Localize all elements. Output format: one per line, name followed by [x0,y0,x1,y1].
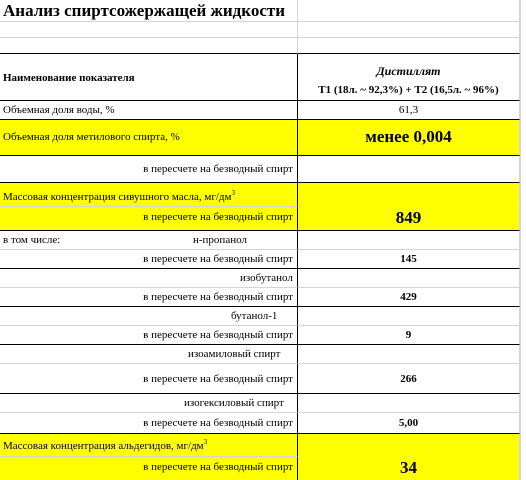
header-param-cell[interactable] [0,54,298,101]
aldehyde-unit-sup: 3 [203,438,208,446]
isoamyl-anhydrous-label: в пересчете на безводный спирт [143,373,293,385]
param-cell[interactable] [0,364,298,394]
including-label: в том числе: [3,234,61,246]
table-row [0,120,526,156]
param-cell[interactable] [0,231,298,250]
value-cell[interactable] [298,434,520,457]
param-cell[interactable] [0,101,298,120]
table-row [0,183,526,207]
isoamyl-value: 266 [400,373,417,385]
param-cell[interactable] [0,183,298,207]
param-cell[interactable] [0,120,298,156]
water-value: 61,3 [398,104,419,116]
table-row [0,269,526,288]
aldehyde-anhydrous-label: в пересчете на безводный спирт [143,461,293,473]
sheet-title: Анализ спиртсожержащей жидкости [3,1,286,20]
empty-cell[interactable] [0,22,298,38]
param-cell[interactable] [0,345,298,364]
isoamyl-label: изоамиловый спирт [188,348,281,360]
empty-row [0,38,526,54]
param-cell[interactable] [0,207,298,231]
param-cell[interactable] [0,288,298,307]
water-label: Объемная доля воды, % [3,104,115,116]
column-subtitle: Т1 (18л. ~ 92,3%) + Т2 (16,5л. ~ 96%) [318,84,499,96]
table-row [0,457,526,480]
value-cell[interactable] [298,326,520,345]
param-cell[interactable] [0,326,298,345]
empty-cell[interactable] [298,38,520,54]
fusel-label-text: Массовая концентрация сивушного масла, мг/дм [3,191,232,203]
isobutanol-value: 429 [400,291,417,303]
propanol-anhydrous-label: в пересчете на безводный спирт [143,253,293,265]
empty-cell[interactable] [0,38,298,54]
value-cell[interactable] [298,364,520,394]
table-row [0,413,526,434]
header-column-cell[interactable] [298,54,520,101]
param-cell[interactable] [0,413,298,434]
butanol-anhydrous-label: в пересчете на безводный спирт [143,329,293,341]
table-row [0,364,526,394]
aldehyde-label [3,440,207,452]
value-cell[interactable] [298,207,520,231]
title-row [0,0,526,22]
value-cell[interactable] [298,250,520,269]
value-cell[interactable] [298,156,520,183]
fusel-anhydrous-label: в пересчете на безводный спирт [143,211,293,223]
fusel-value: 849 [395,208,422,227]
table-row [0,101,526,120]
value-cell[interactable] [298,101,520,120]
table-row [0,207,526,231]
value-cell[interactable] [298,288,520,307]
param-cell[interactable] [0,250,298,269]
table-row [0,156,526,183]
header-row [0,54,526,101]
empty-row [0,22,526,38]
column-title: Дистиллят [376,64,441,78]
param-header-label: Наименование показателя [3,72,135,84]
param-cell[interactable] [0,394,298,413]
table-row [0,345,526,364]
column-divider [520,0,521,480]
table-row [0,307,526,326]
param-cell[interactable] [0,156,298,183]
value-cell[interactable] [298,307,520,326]
value-cell[interactable] [298,394,520,413]
param-cell[interactable] [0,457,298,480]
param-cell[interactable] [0,269,298,288]
empty-cell[interactable] [298,22,520,38]
methyl-anhydrous-label: в пересчете на безводный спирт [143,163,293,175]
value-cell[interactable] [298,457,520,480]
fusel-label [3,191,235,203]
value-cell[interactable] [298,269,520,288]
isobutanol-anhydrous-label: в пересчете на безводный спирт [143,291,293,303]
value-cell[interactable] [298,231,520,250]
methyl-value: менее 0,004 [365,127,452,146]
table-row [0,394,526,413]
methyl-label: Объемная доля метилового спирта, % [3,131,180,143]
propanol-value: 145 [400,253,417,265]
empty-cell[interactable] [298,0,520,22]
butanol-label: бутанол-1 [231,310,278,322]
table-row [0,231,526,250]
table-row [0,434,526,457]
fusel-unit-sup: 3 [231,189,235,197]
aldehyde-label-text: Массовая концентрация альдегидов, мг/дм [3,440,204,452]
value-cell[interactable] [298,413,520,434]
isobutanol-label: изобутанол [240,272,293,284]
table-row [0,250,526,269]
isohexyl-anhydrous-label: в пересчете на безводный спирт [143,417,293,429]
isohexyl-value: 5,00 [398,417,419,429]
param-cell[interactable] [0,434,298,457]
isohexyl-label: изогексиловый спирт [184,397,284,409]
butanol-value: 9 [405,329,412,341]
param-cell[interactable] [0,307,298,326]
aldehyde-value: 34 [400,458,417,477]
value-cell[interactable] [298,183,520,207]
title-cell[interactable] [0,0,298,22]
value-cell[interactable] [298,120,520,156]
value-cell[interactable] [298,345,520,364]
propanol-label: н-пропанол [193,234,247,246]
table-row [0,326,526,345]
table-row [0,288,526,307]
